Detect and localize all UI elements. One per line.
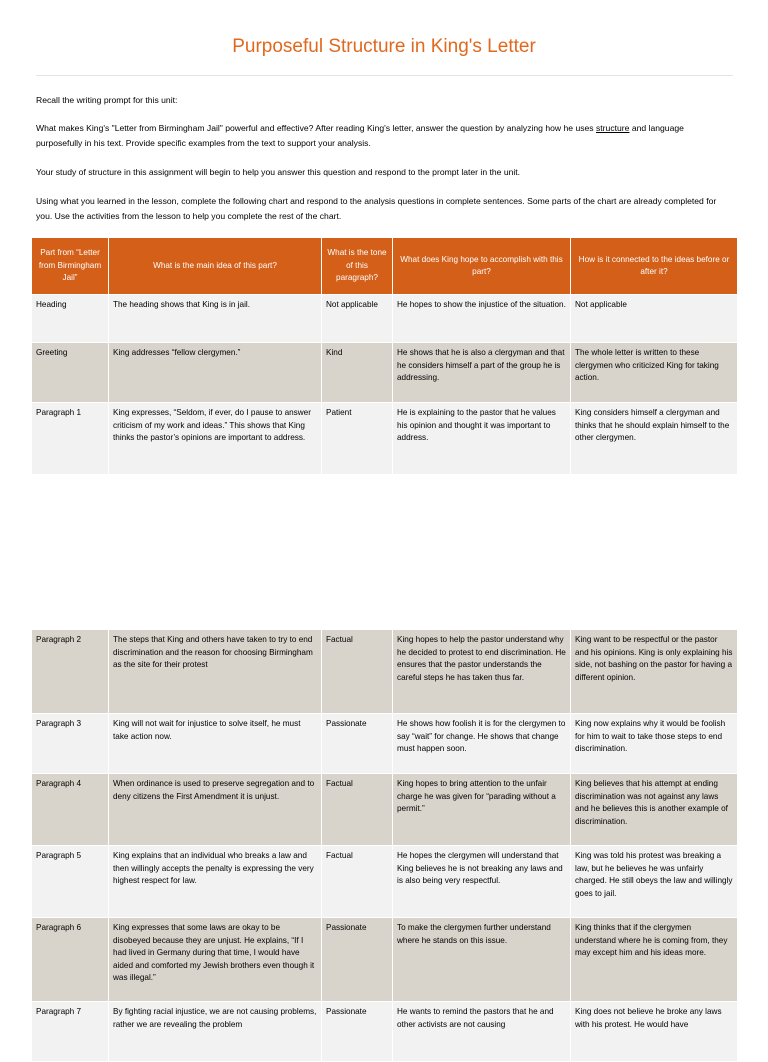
cell-tone: Not applicable [322, 295, 393, 343]
header-accomplish: What does King hope to accomplish with this part? [393, 238, 571, 295]
cell-connection: King want to be respectful or the pastor and his opinions. King is only explaining his side, not bashing on the pastor for having a different opinion. [571, 630, 738, 714]
cell-main-idea: The steps that King and others have taken to try to end discrimination and the reason for choosing Birmingham as the site for their protest [109, 630, 322, 714]
cell-main-idea: By fighting racial injustice, we are not causing problems, rather we are revealing the problem [109, 1002, 322, 1062]
cell-main-idea: King expresses that some laws are okay to be disobeyed because they are unjust. He explains, “If I had lived in Germany during that time, I would have aided and comforted my Jewish brothers even though it was illegal.” [109, 918, 322, 1002]
structure-chart-page1 [31, 237, 738, 475]
cell-tone: Factual [322, 630, 393, 714]
cell-accomplish: He hopes the clergymen will understand that King believes he is not breaking any laws and is also being very respectful. [393, 846, 571, 918]
table-row [32, 846, 738, 918]
cell-accomplish: He hopes to show the injustice of the situation. [393, 295, 571, 343]
cell-tone: Patient [322, 403, 393, 475]
header-tone: What is the tone of this paragraph? [322, 238, 393, 295]
writing-prompt [36, 121, 726, 151]
cell-connection: King considers himself a clergyman and thinks that he should explain himself to the other clergymen. [571, 403, 738, 475]
cell-part: Greeting [32, 343, 109, 403]
study-text: Your study of structure in this assignment will begin to help you answer this question and respond to the prompt later in the unit. [36, 167, 521, 177]
cell-tone: Passionate [322, 1002, 393, 1062]
table-row [32, 1002, 738, 1062]
cell-connection: King thinks that if the clergymen understand where he is coming from, they may except him and his ideas more. [571, 918, 738, 1002]
prompt-structure-word: structure [596, 123, 630, 133]
cell-part: Paragraph 6 [32, 918, 109, 1002]
cell-accomplish: To make the clergymen further understand where he stands on this issue. [393, 918, 571, 1002]
prompt-part-1: What makes King's "Letter from Birmingham Jail" powerful and effective? After reading King's letter, answer the question by analyzing how he uses [36, 123, 596, 133]
cell-accomplish: He shows how foolish it is for the clergymen to say “wait” for change. He shows that change must happen soon. [393, 714, 571, 774]
table-row [32, 630, 738, 714]
cell-accomplish: He wants to remind the pastors that he and other activists are not causing [393, 1002, 571, 1062]
table-row [32, 714, 738, 774]
header-part: Part from “Letter from Birmingham Jail” [32, 238, 109, 295]
cell-main-idea: When ordinance is used to preserve segregation and to deny citizens the First Amendment it is unjust. [109, 774, 322, 846]
table-row [32, 403, 738, 475]
cell-accomplish: King hopes to bring attention to the unfair charge he was given for “parading without a permit.” [393, 774, 571, 846]
table-row [32, 295, 738, 343]
instructions-text: Using what you learned in the lesson, complete the following chart and respond to the analysis questions in complete sentences. Some parts of the chart are already completed for you. Use the activities from the lesson to help you complete the rest of the chart. [36, 196, 717, 221]
cell-main-idea: King expresses, “Seldom, if ever, do I pause to answer criticism of my work and ideas.” This shows that King thinks the pastor’s opinions are important to address. [109, 403, 322, 475]
cell-part: Paragraph 5 [32, 846, 109, 918]
cell-accomplish: He is explaining to the pastor that he values his opinion and thought it was important to address. [393, 403, 571, 475]
cell-main-idea: King addresses “fellow clergymen.” [109, 343, 322, 403]
document-title: Purposeful Structure in King's Letter [232, 36, 536, 57]
table-row [32, 343, 738, 403]
cell-tone: Factual [322, 846, 393, 918]
cell-tone: Passionate [322, 918, 393, 1002]
cell-part: Paragraph 4 [32, 774, 109, 846]
cell-part: Paragraph 2 [32, 630, 109, 714]
cell-accomplish: King hopes to help the pastor understand why he decided to protest to end discrimination. He ensures that the pastor understands the careful steps he has taken thus far. [393, 630, 571, 714]
cell-accomplish: He shows that he is also a clergyman and that he considers himself a part of the group he is addressing. [393, 343, 571, 403]
cell-part: Paragraph 7 [32, 1002, 109, 1062]
prompt-part-2: and language purposefully in his text. Provide specific examples from the text to support your analysis. [36, 123, 684, 148]
cell-part: Heading [32, 295, 109, 343]
table-row [32, 918, 738, 1002]
title-rule [36, 75, 733, 76]
header-main-idea: What is the main idea of this part? [109, 238, 322, 295]
structure-chart-page2 [31, 629, 738, 1062]
recall-text: Recall the writing prompt for this unit: [36, 95, 178, 105]
cell-part: Paragraph 3 [32, 714, 109, 774]
cell-connection: Not applicable [571, 295, 738, 343]
cell-part: Paragraph 1 [32, 403, 109, 475]
cell-connection: King now explains why it would be foolish for him to wait to take those steps to end discrimination. [571, 714, 738, 774]
cell-connection: King does not believe he broke any laws with his protest. He would have [571, 1002, 738, 1062]
table-row [32, 774, 738, 846]
cell-main-idea: The heading shows that King is in jail. [109, 295, 322, 343]
cell-connection: King believes that his attempt at ending discrimination was not against any laws and he believes this is another example of discrimination. [571, 774, 738, 846]
cell-tone: Kind [322, 343, 393, 403]
cell-connection: The whole letter is written to these clergymen who criticized King for taking action. [571, 343, 738, 403]
cell-main-idea: King explains that an individual who breaks a law and then willingly accepts the penalty is expressing the very highest respect for law. [109, 846, 322, 918]
cell-tone: Factual [322, 774, 393, 846]
cell-connection: King was told his protest was breaking a law, but he believes he was unfairly charged. He still obeys the law and willingly goes to jail. [571, 846, 738, 918]
header-connection: How is it connected to the ideas before or after it? [571, 238, 738, 295]
cell-tone: Passionate [322, 714, 393, 774]
cell-main-idea: King will not wait for injustice to solve itself, he must take action now. [109, 714, 322, 774]
